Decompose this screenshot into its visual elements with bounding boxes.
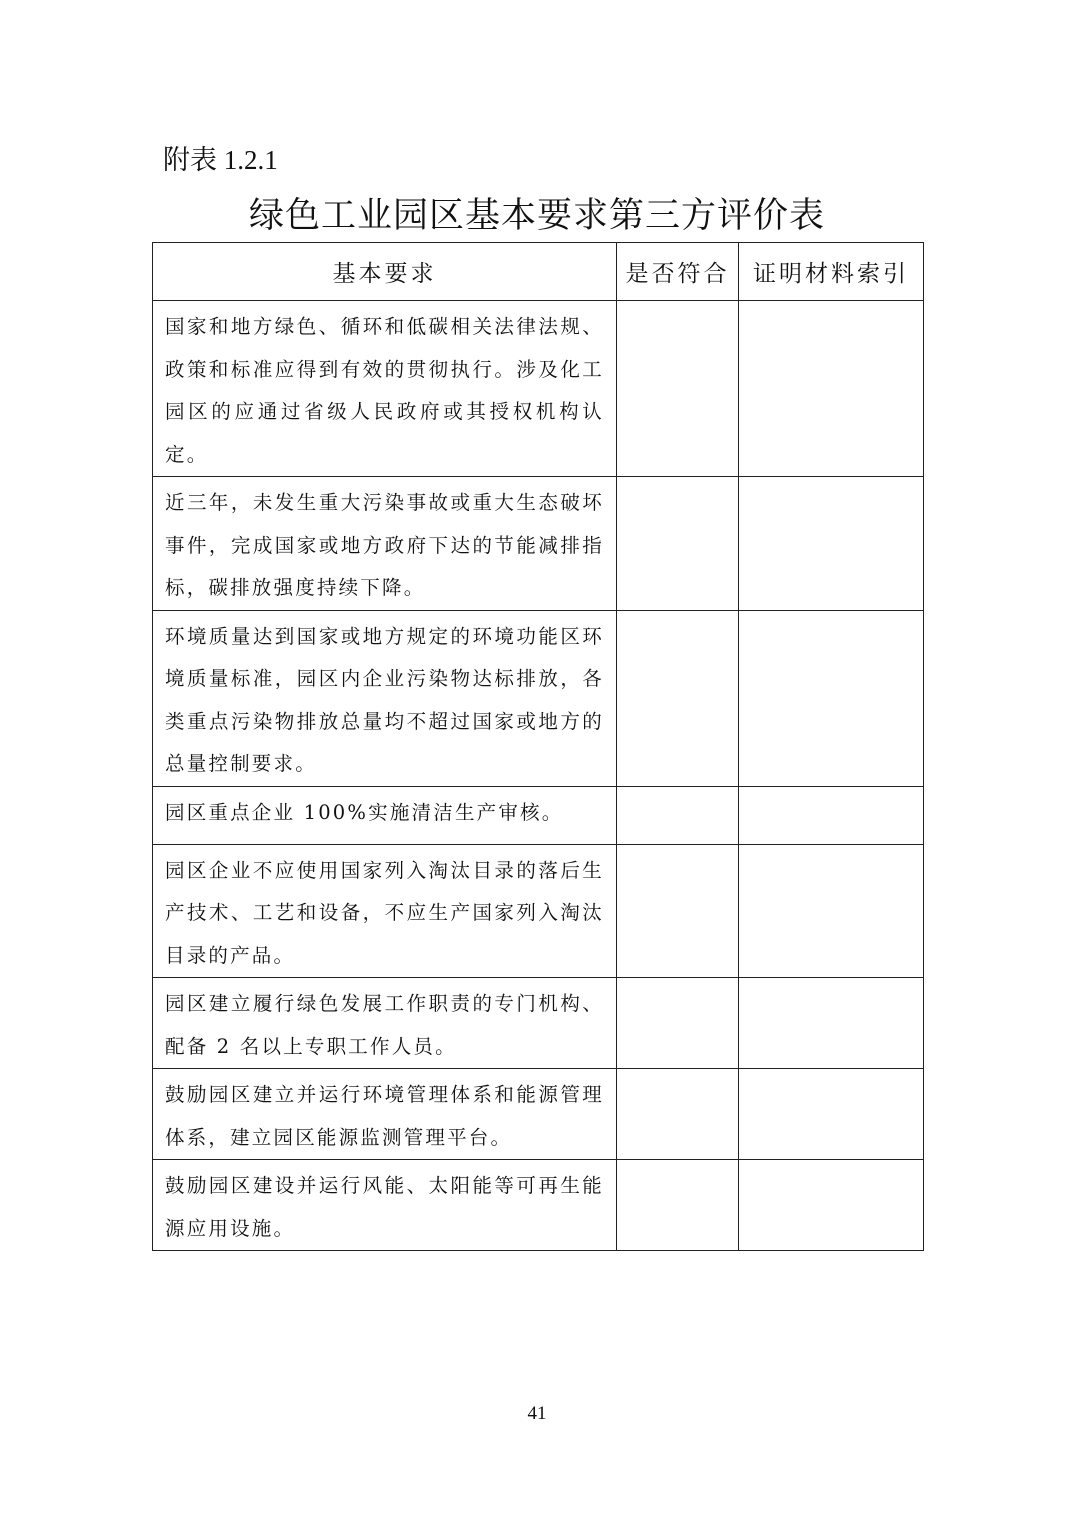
compliance-cell[interactable] [617,610,739,786]
evidence-cell[interactable] [739,610,924,786]
table-row [153,477,924,611]
compliance-cell[interactable] [617,477,739,611]
evidence-cell[interactable] [739,1160,924,1251]
requirement-cell: 园区企业不应使用国家列入淘汰目录的落后生产技术、工艺和设备，不应生产国家列入淘汰目录的产品。 [153,844,617,978]
table-row [153,1160,924,1251]
evidence-cell[interactable] [739,301,924,477]
requirement-cell: 园区建立履行绿色发展工作职责的专门机构、配备 2 名以上专职工作人员。 [153,978,617,1069]
evidence-cell[interactable] [739,786,924,844]
table-row [153,978,924,1069]
requirement-cell: 国家和地方绿色、循环和低碳相关法律法规、政策和标准应得到有效的贯彻执行。涉及化工园区的应通过省级人民政府或其授权机构认定。 [153,301,617,477]
compliance-cell[interactable] [617,1160,739,1251]
appendix-label: 附表 1.2.1 [163,145,278,175]
header-evidence-index: 证明材料索引 [739,243,924,301]
table-header-row [153,243,924,301]
document-title: 绿色工业园区基本要求第三方评价表 [248,196,825,236]
requirement-cell: 鼓励园区建立并运行环境管理体系和能源管理体系，建立园区能源监测管理平台。 [153,1069,617,1160]
header-basic-requirements: 基本要求 [153,243,617,301]
requirement-cell: 近三年，未发生重大污染事故或重大生态破坏事件，完成国家或地方政府下达的节能减排指标，碳排放强度持续下降。 [153,477,617,611]
compliance-cell[interactable] [617,301,739,477]
requirement-cell: 园区重点企业 100%实施清洁生产审核。 [153,786,617,844]
table-row [153,1069,924,1160]
evidence-cell[interactable] [739,477,924,611]
requirement-cell: 环境质量达到国家或地方规定的环境功能区环境质量标准，园区内企业污染物达标排放，各类重点污染物排放总量均不超过国家或地方的总量控制要求。 [153,610,617,786]
compliance-cell[interactable] [617,978,739,1069]
evidence-cell[interactable] [739,978,924,1069]
evidence-cell[interactable] [739,844,924,978]
header-compliance: 是否符合 [617,243,739,301]
table-row [153,844,924,978]
evidence-cell[interactable] [739,1069,924,1160]
page-number: 41 [527,1403,547,1424]
table-row [153,786,924,844]
table-row [153,610,924,786]
compliance-cell[interactable] [617,1069,739,1160]
compliance-cell[interactable] [617,844,739,978]
table-row [153,301,924,477]
requirement-cell: 鼓励园区建设并运行风能、太阳能等可再生能源应用设施。 [153,1160,617,1251]
compliance-cell[interactable] [617,786,739,844]
evaluation-table [152,242,924,1251]
